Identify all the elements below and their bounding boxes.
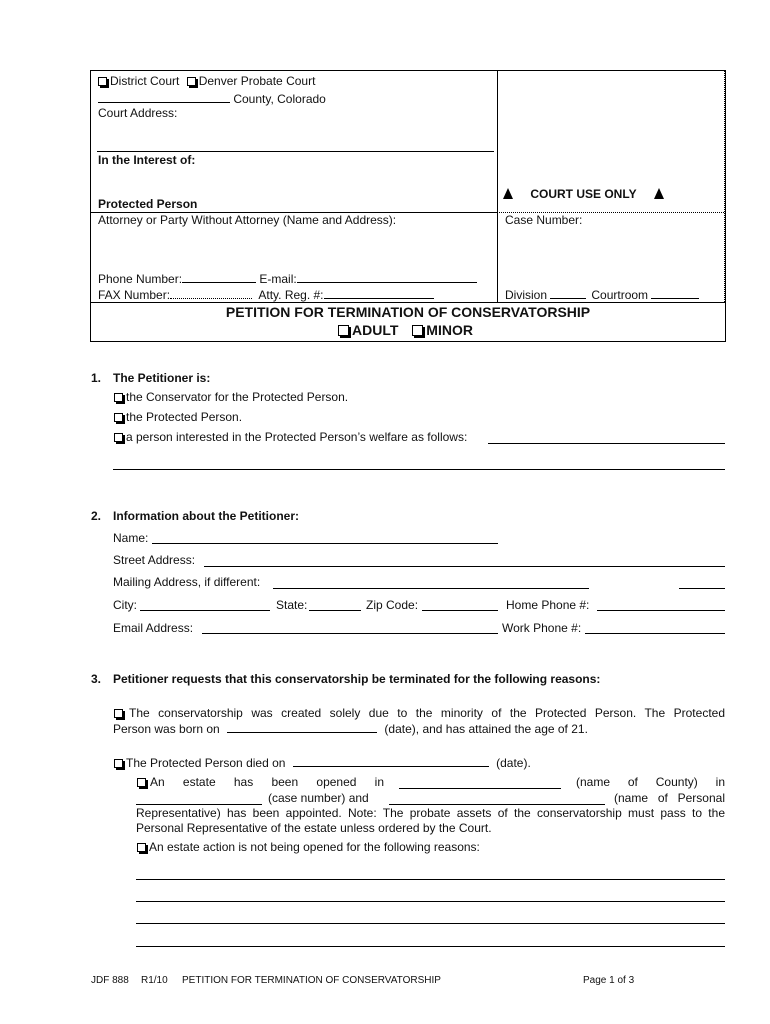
section1-number: 1. <box>91 371 102 385</box>
work-phone-label: Work Phone #: <box>502 621 582 635</box>
estate-case-field[interactable] <box>136 804 262 805</box>
estate-line3: Representative) has been appointed. Note: The probate assets of the conservatorship must pass to the <box>136 806 725 820</box>
estate-rep-field[interactable] <box>389 804 605 805</box>
triangle-up-icon <box>654 188 664 199</box>
checkbox-icon[interactable] <box>114 433 123 442</box>
zip-label: Zip Code: <box>366 598 419 612</box>
option-label: the Protected Person. <box>126 410 243 424</box>
reasons-field-2[interactable] <box>136 901 725 902</box>
county-suffix: County, Colorado <box>233 92 326 106</box>
checkbox-icon[interactable] <box>114 709 123 718</box>
interest-label: In the Interest of: <box>98 153 196 167</box>
title-separator <box>90 302 726 303</box>
estate-rep-label: (name of Personal <box>614 791 725 805</box>
born-on-label: Person was born on <box>113 722 220 736</box>
email-field[interactable] <box>297 271 477 283</box>
died-label: The Protected Person died on <box>126 756 286 770</box>
division-label: Division <box>505 288 548 302</box>
checkbox-icon[interactable] <box>98 77 107 86</box>
type-options <box>338 322 473 338</box>
protected-person-label: Protected Person <box>98 197 198 211</box>
checkbox-icon[interactable] <box>114 413 123 422</box>
mailing-field[interactable] <box>273 588 589 589</box>
case-number-label: Case Number: <box>505 213 583 227</box>
footer-revision: R1/10 <box>141 975 168 986</box>
death-date-field[interactable] <box>293 755 489 767</box>
city-field[interactable] <box>140 610 270 611</box>
atty-reg-label: Atty. Reg. #: <box>258 288 324 302</box>
phone-field[interactable] <box>182 271 256 283</box>
not-opened-label: An estate action is not being opened for the following reasons: <box>149 840 480 854</box>
mailing-label: Mailing Address, if different: <box>113 575 261 589</box>
footer-form-code: JDF 888 <box>91 975 129 986</box>
minority-line2 <box>113 721 588 736</box>
footer-title: PETITION FOR TERMINATION OF CONSERVATORSHIP <box>182 975 441 986</box>
attained-age-label: (date), and has attained the age of 21. <box>384 722 588 736</box>
fax-line <box>98 287 434 302</box>
adult-label: ADULT <box>352 322 399 338</box>
minority-line1: The conservatorship was created solely due to the minority of the Protected Person. The Protected <box>129 706 725 720</box>
phone-line <box>98 271 477 286</box>
option-label: a person interested in the Protected Person’s welfare as follows: <box>126 430 468 444</box>
name-field[interactable] <box>152 543 498 544</box>
estate-line4: Personal Representative of the estate unless ordered by the Court. <box>136 821 492 835</box>
minority-checkbox[interactable] <box>114 706 126 720</box>
reasons-field-3[interactable] <box>136 923 725 924</box>
section1-option-conservator <box>114 390 348 404</box>
section2-number: 2. <box>91 509 102 523</box>
option-label: the Conservator for the Protected Person. <box>126 390 349 404</box>
reasons-field-1[interactable] <box>136 879 725 880</box>
email-address-label: Email Address: <box>113 621 194 635</box>
division-field[interactable] <box>550 287 586 299</box>
checkbox-icon[interactable] <box>187 77 196 86</box>
estate-checkbox[interactable] <box>137 775 149 789</box>
work-phone-field[interactable] <box>585 633 725 634</box>
home-phone-field[interactable] <box>597 610 725 611</box>
courtroom-label: Courtroom <box>591 288 649 302</box>
birth-date-field[interactable] <box>227 721 377 733</box>
state-field[interactable] <box>309 610 361 611</box>
section3-number: 3. <box>91 672 102 686</box>
estate-word: has <box>233 775 254 789</box>
name-label: Name: <box>113 531 149 545</box>
right-border-dotted <box>724 70 725 302</box>
section1-heading: The Petitioner is: <box>113 371 211 385</box>
caption-divider <box>497 70 498 302</box>
phone-label: Phone Number: <box>98 272 183 286</box>
estate-word: opened <box>316 775 357 789</box>
court-address-label: Court Address: <box>98 106 178 120</box>
atty-reg-field[interactable] <box>324 287 434 299</box>
checkbox-icon[interactable] <box>412 325 423 336</box>
zip-field[interactable] <box>422 610 498 611</box>
fax-field[interactable] <box>170 287 252 299</box>
date-suffix: (date). <box>496 756 531 770</box>
county-field[interactable] <box>98 91 230 103</box>
division-line <box>505 287 699 302</box>
state-label: State: <box>276 598 308 612</box>
home-phone-label: Home Phone #: <box>506 598 590 612</box>
checkbox-icon[interactable] <box>114 393 123 402</box>
email-address-field[interactable] <box>202 633 498 634</box>
reasons-field-4[interactable] <box>136 946 725 947</box>
district-court-label: District Court <box>110 74 180 88</box>
interested-field-continued[interactable] <box>113 469 725 470</box>
footer-page: Page 1 of 3 <box>583 975 635 986</box>
checkbox-icon[interactable] <box>114 759 123 768</box>
interested-field[interactable] <box>488 443 725 444</box>
denver-probate-label: Denver Probate Court <box>198 74 316 88</box>
estate-word: been <box>271 775 299 789</box>
section1-option-interested <box>114 430 467 444</box>
estate-county-label: (name of County) in <box>576 775 725 789</box>
court-use-only <box>503 187 664 201</box>
checkbox-icon[interactable] <box>338 325 349 336</box>
checkbox-icon[interactable] <box>137 778 146 787</box>
triangle-up-icon <box>503 188 513 199</box>
court-options <box>98 74 315 88</box>
estate-county-field[interactable] <box>399 788 561 789</box>
form-title: PETITION FOR TERMINATION OF CONSERVATORSHIP <box>225 304 591 320</box>
estate-word: estate <box>182 775 216 789</box>
courtroom-field[interactable] <box>651 287 699 299</box>
county-line <box>98 91 326 106</box>
checkbox-icon[interactable] <box>137 843 146 852</box>
estate-case-label: (case number) and <box>268 791 369 805</box>
estate-word: An <box>150 775 165 789</box>
street-label: Street Address: <box>113 553 196 567</box>
attorney-label: Attorney or Party Without Attorney (Name and Address): <box>98 213 397 227</box>
died-line <box>114 755 531 770</box>
section3-heading: Petitioner requests that this conservatorship be terminated for the following reasons: <box>113 672 601 686</box>
fax-label: FAX Number: <box>98 288 171 302</box>
court-use-only-label: COURT USE ONLY <box>530 187 637 201</box>
street-field[interactable] <box>204 566 725 567</box>
estate-word: in <box>374 775 385 789</box>
section1-option-protected <box>114 410 242 424</box>
estate-opened-text <box>150 775 384 789</box>
court-address-field[interactable] <box>97 151 494 152</box>
not-opened-line <box>137 840 480 854</box>
city-label: City: <box>113 598 137 612</box>
section2-heading: Information about the Petitioner: <box>113 509 299 523</box>
mailing-field-extra[interactable] <box>679 588 725 589</box>
email-label: E-mail: <box>259 272 297 286</box>
minor-label: MINOR <box>426 322 473 338</box>
